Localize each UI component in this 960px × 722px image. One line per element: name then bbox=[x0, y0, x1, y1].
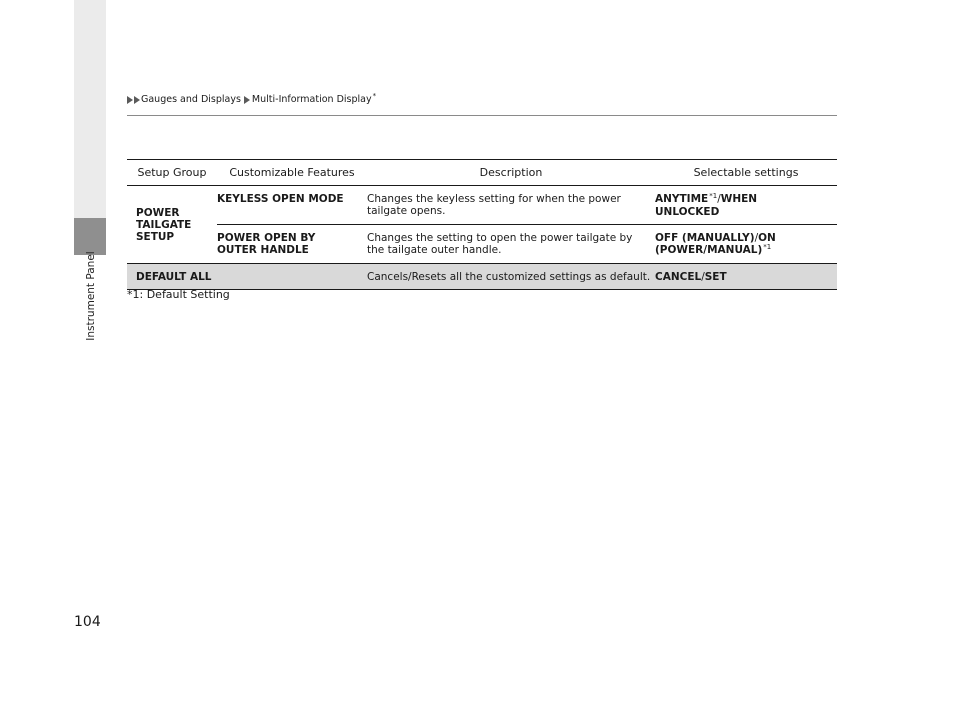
breadcrumb bbox=[127, 91, 377, 105]
header-customizable-features: Customizable Features bbox=[217, 160, 367, 186]
arrow-icon bbox=[244, 96, 250, 104]
setup-group-label: SETUP bbox=[136, 231, 175, 243]
table-row bbox=[127, 225, 837, 264]
setting-option: OFF (MANUALLY) bbox=[655, 232, 755, 244]
default-all-label: DEFAULT ALL bbox=[127, 264, 367, 290]
setup-group-label: POWER bbox=[136, 207, 180, 219]
section-label: Instrument Panel bbox=[85, 251, 97, 341]
settings-cell bbox=[655, 186, 837, 225]
setting-option: (POWER/MANUAL) bbox=[655, 244, 763, 256]
feature-cell bbox=[217, 225, 367, 264]
settings-line bbox=[655, 193, 837, 206]
feature-cell bbox=[217, 186, 367, 225]
setting-separator: / bbox=[701, 271, 705, 283]
description-text: tailgate opens. bbox=[367, 205, 446, 217]
setting-option: UNLOCKED bbox=[655, 206, 720, 218]
header-divider bbox=[127, 115, 837, 116]
setting-option: SET bbox=[704, 271, 727, 283]
settings-table bbox=[127, 159, 837, 290]
page-number: 104 bbox=[74, 614, 101, 630]
description-cell bbox=[367, 186, 655, 225]
settings-line bbox=[655, 244, 837, 257]
feature-label: POWER OPEN BY bbox=[217, 232, 316, 244]
default-all-description: Cancels/Resets all the customized settings as default. bbox=[367, 264, 655, 290]
setting-option: WHEN bbox=[720, 193, 758, 205]
description-text: Changes the keyless setting for when the power bbox=[367, 193, 621, 205]
setting-separator: / bbox=[717, 193, 721, 205]
header-description: Description bbox=[367, 160, 655, 186]
setup-group-cell bbox=[127, 186, 217, 264]
breadcrumb-item-mid[interactable]: Multi-Information Display bbox=[251, 94, 372, 105]
breadcrumb-item-gauges[interactable]: Gauges and Displays bbox=[141, 94, 241, 105]
default-mark: *1 bbox=[763, 243, 772, 251]
setting-separator: / bbox=[754, 232, 759, 244]
footnote: *1: Default Setting bbox=[127, 288, 230, 301]
feature-label: KEYLESS OPEN MODE bbox=[217, 193, 344, 205]
option-mark: * bbox=[372, 91, 377, 100]
setting-option: ANYTIME bbox=[655, 193, 709, 205]
description-text: the tailgate outer handle. bbox=[367, 244, 502, 256]
description-text: Changes the setting to open the power tailgate by bbox=[367, 232, 633, 244]
default-all-row bbox=[127, 264, 837, 290]
table-header-row bbox=[127, 160, 837, 186]
setup-group-label: TAILGATE bbox=[136, 219, 192, 231]
feature-label: OUTER HANDLE bbox=[217, 244, 309, 256]
arrow-icon bbox=[134, 96, 140, 104]
chapter-tab bbox=[74, 0, 106, 255]
header-selectable-settings: Selectable settings bbox=[655, 160, 837, 186]
setting-option: ON bbox=[758, 232, 776, 244]
description-cell bbox=[367, 225, 655, 264]
chapter-tab-marker bbox=[74, 218, 106, 255]
header-setup-group: Setup Group bbox=[127, 160, 217, 186]
settings-cell bbox=[655, 264, 837, 290]
setting-option: CANCEL bbox=[655, 271, 702, 283]
default-mark: *1 bbox=[709, 192, 718, 200]
arrow-icon bbox=[127, 96, 133, 104]
settings-line bbox=[655, 232, 837, 244]
table-row bbox=[127, 186, 837, 225]
settings-cell bbox=[655, 225, 837, 264]
